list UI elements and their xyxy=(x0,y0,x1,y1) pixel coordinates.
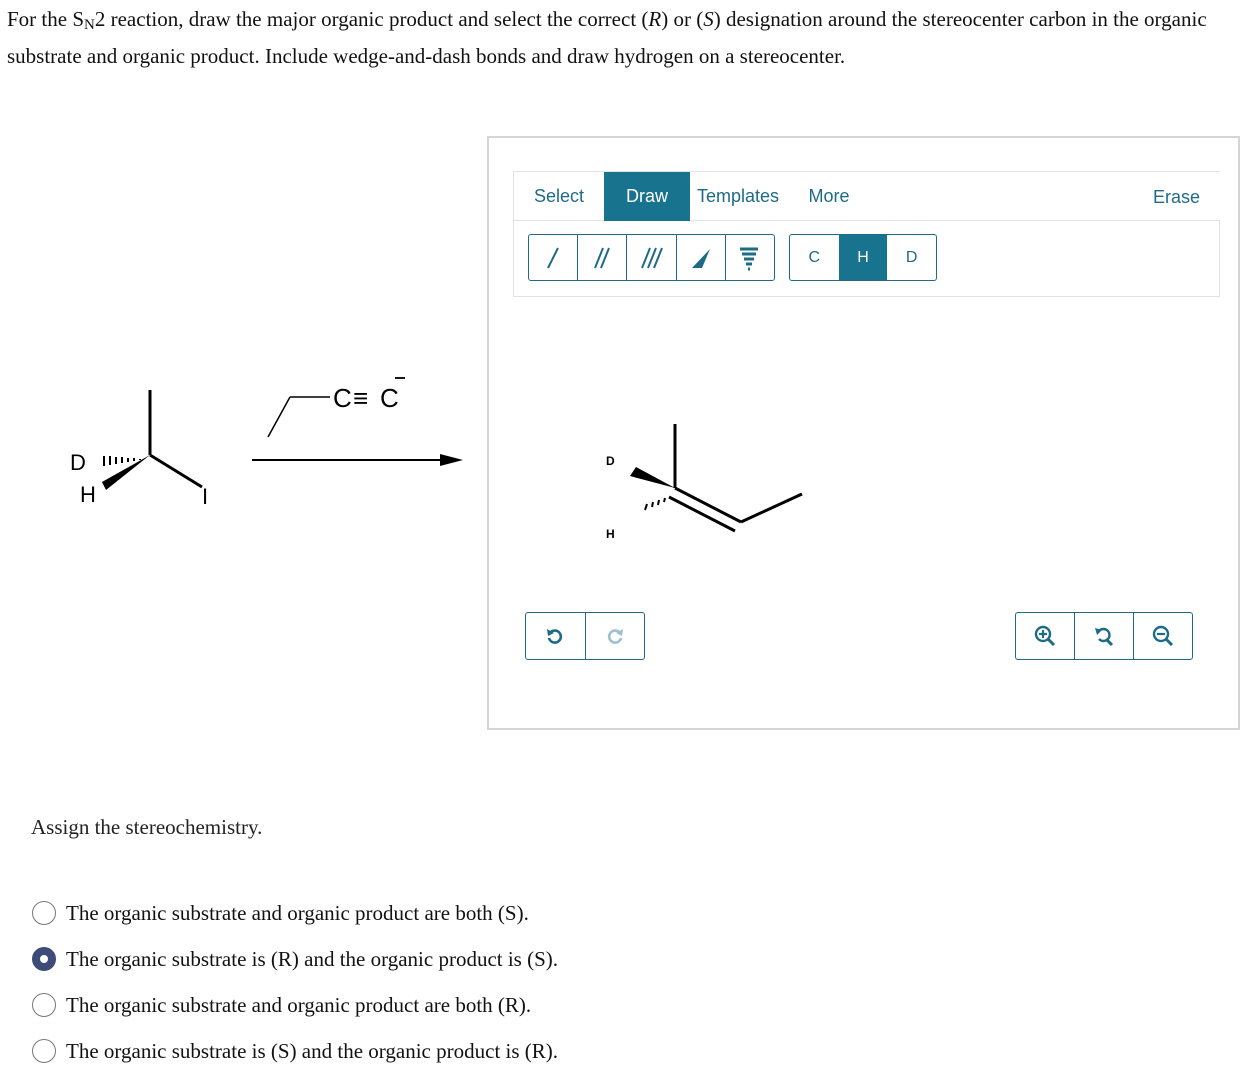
undo-button[interactable] xyxy=(526,613,586,659)
answer-option[interactable] xyxy=(32,936,558,982)
answer-option[interactable] xyxy=(32,890,558,936)
question-part: 2 reaction, draw the major organic product and select the correct ( xyxy=(94,7,649,31)
radio-button[interactable] xyxy=(32,901,56,925)
question-text xyxy=(7,2,1237,73)
deuterium-atom-button[interactable]: D xyxy=(905,248,918,266)
iodine-label: I xyxy=(202,484,209,509)
zoom-reset-icon xyxy=(1093,625,1115,647)
hashed-bond xyxy=(645,498,665,510)
option-text: The organic substrate is (R) and the organic product is (S). xyxy=(66,946,559,971)
carbanion-label: C xyxy=(380,383,399,413)
answer-options xyxy=(32,890,558,1074)
wedge-bond-button[interactable] xyxy=(677,235,726,280)
question-part: ) or ( xyxy=(661,7,704,31)
question-part: For the S xyxy=(7,7,85,31)
reaction-arrow xyxy=(252,454,463,466)
wedge-bond xyxy=(630,467,675,488)
zoom-reset-button[interactable] xyxy=(1075,613,1134,659)
question-subscript: N xyxy=(84,17,95,33)
reaction-scheme xyxy=(0,360,480,520)
carbon-atom-button[interactable]: C xyxy=(808,248,821,266)
tab-select[interactable]: Select xyxy=(533,186,585,206)
r-designation: R xyxy=(648,7,662,31)
hydrogen-label: H xyxy=(606,527,615,541)
tab-more[interactable]: More xyxy=(808,186,850,206)
radio-button[interactable] xyxy=(32,993,56,1017)
atom-tools xyxy=(789,234,937,281)
radio-button[interactable] xyxy=(32,1039,56,1063)
drawing-editor xyxy=(487,136,1240,730)
terminal-bond xyxy=(741,494,802,522)
editor-toolbar xyxy=(513,171,1220,221)
deuterium-label: D xyxy=(606,454,615,468)
s-designation: S xyxy=(703,7,714,31)
redo-button[interactable] xyxy=(586,613,645,659)
zoom-in-button[interactable] xyxy=(1016,613,1075,659)
assign-stereochemistry-label: Assign the stereochemistry. xyxy=(31,815,263,839)
double-bond-icon xyxy=(591,245,613,271)
radio-button-selected[interactable] xyxy=(32,947,56,971)
double-bond-button[interactable] xyxy=(578,235,627,280)
triple-bond-button[interactable] xyxy=(627,235,676,280)
answer-option[interactable] xyxy=(32,1028,558,1074)
option-text: The organic substrate and organic product are both (S). xyxy=(66,900,529,925)
zoom-in-icon xyxy=(1034,625,1056,647)
undo-icon xyxy=(545,626,565,646)
hydrogen-atom-button[interactable]: H xyxy=(839,235,888,280)
c-i-bond xyxy=(150,455,202,487)
zoom-out-icon xyxy=(1152,625,1174,647)
single-bond-icon xyxy=(542,245,564,271)
option-text: The organic substrate is (S) and the organic product is (R). xyxy=(66,1038,559,1063)
drawn-molecule[interactable] xyxy=(589,408,829,558)
deuterium-label: D xyxy=(70,450,86,475)
bond-tools xyxy=(528,234,775,281)
substrate-structure xyxy=(70,390,208,509)
acetylide-reagent xyxy=(268,378,405,437)
erase-button[interactable]: Erase xyxy=(1152,187,1200,207)
option-text: The organic substrate and organic product are both (R). xyxy=(66,992,532,1017)
wedge-bond-icon xyxy=(688,245,714,271)
zoom-controls xyxy=(1015,612,1193,660)
triple-bond-icon xyxy=(639,245,665,271)
draw-tools-row xyxy=(513,220,1220,297)
hydrogen-label: H xyxy=(80,482,96,507)
question-part: ) designation around the stereocenter carbon in the organic substrate and organic product. Include wedge-and-dash bonds and draw hydrogen on a stereocenter. xyxy=(7,7,1207,68)
tab-draw[interactable]: Draw xyxy=(604,172,690,221)
answer-option[interactable] xyxy=(32,982,558,1028)
single-bond-button[interactable] xyxy=(529,235,578,280)
triple-bond: ≡ xyxy=(353,383,369,413)
hash-bond-icon xyxy=(737,245,763,271)
carbon-label: C xyxy=(333,383,352,413)
tab-templates[interactable]: Templates xyxy=(696,186,780,206)
redo-icon xyxy=(605,626,625,646)
zoom-out-button[interactable] xyxy=(1134,613,1192,659)
hash-bond-button[interactable] xyxy=(726,235,774,280)
methyl-bond xyxy=(268,397,290,437)
undo-redo-group xyxy=(525,612,645,660)
